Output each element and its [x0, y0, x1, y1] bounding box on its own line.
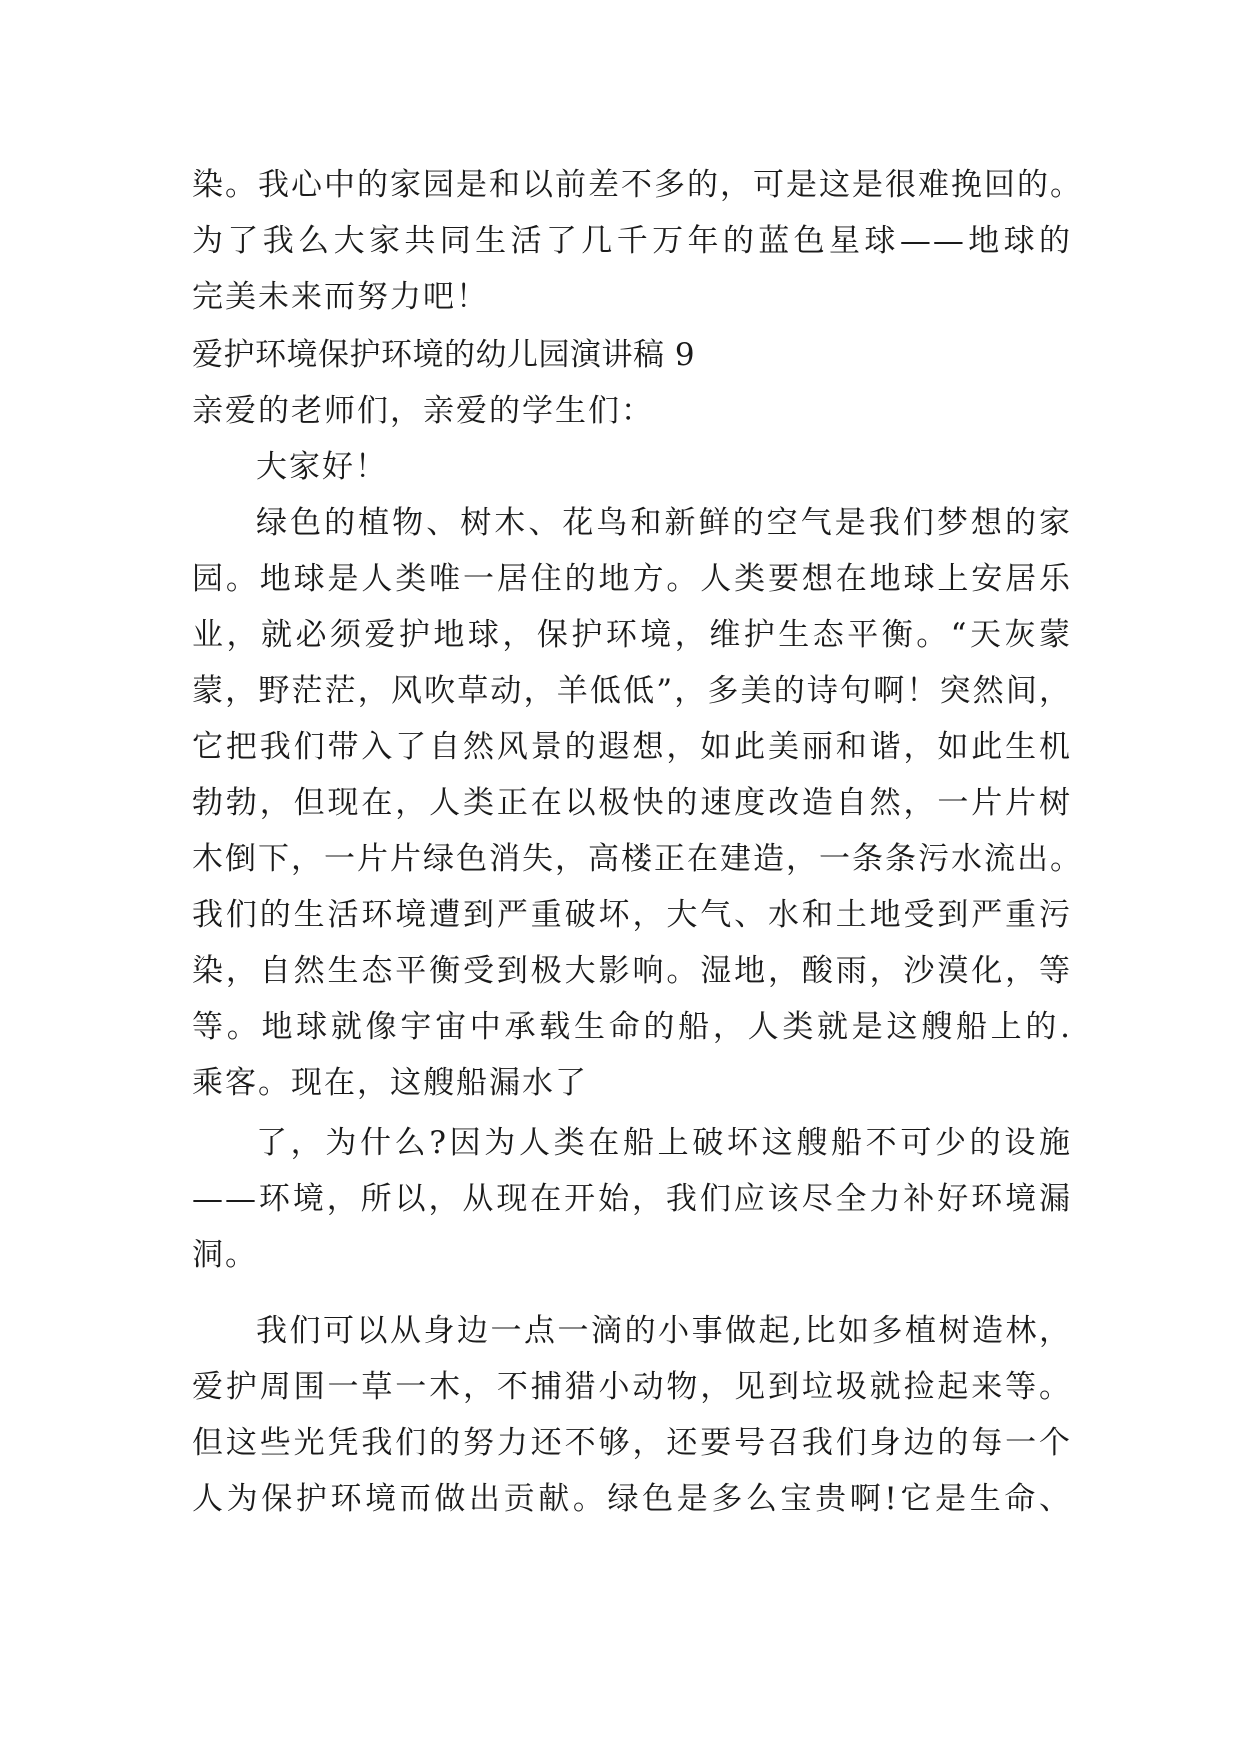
body-line: 蒙，野茫茫，风吹草动，羊低低”，多美的诗句啊！突然间， — [192, 673, 1072, 709]
body-line: 勃勃，但现在，人类正在以极快的速度改造自然，一片片树 — [192, 785, 1072, 821]
body-line: 绿色的植物、树木、花鸟和新鲜的空气是我们梦想的家 — [256, 505, 1072, 541]
body-line: 爱护周围一草一木，不捕猎小动物，见到垃圾就捡起来等。 — [192, 1369, 1072, 1405]
section-heading: 爱护环境保护环境的幼儿园演讲稿 9 — [192, 337, 696, 373]
salutation: 亲爱的老师们，亲爱的学生们： — [192, 393, 654, 429]
body-line: ——环境，所以，从现在开始，我们应该尽全力补好环境漏 — [192, 1181, 1072, 1217]
body-line: 乘客。现在，这艘船漏水了 — [192, 1065, 588, 1101]
body-line: 木倒下，一片片绿色消失，高楼正在建造，一条条污水流出。 — [192, 841, 1083, 877]
body-line: 染。我心中的家园是和以前差不多的，可是这是很难挽回的。 — [192, 167, 1083, 203]
body-line: 了，为什么?因为人类在船上破坏这艘船不可少的设施 — [256, 1125, 1072, 1161]
body-line: 我们可以从身边一点一滴的小事做起,比如多植树造林， — [256, 1313, 1072, 1349]
body-line: 它把我们带入了自然风景的遐想，如此美丽和谐，如此生机 — [192, 729, 1072, 765]
greeting: 大家好！ — [256, 449, 388, 485]
body-line: 业，就必须爱护地球，保护环境，维护生态平衡。“天灰蒙 — [192, 617, 1072, 653]
body-line: 人为保护环境而做出贡献。绿色是多么宝贵啊!它是生命、 — [192, 1481, 1072, 1517]
body-line: 但这些光凭我们的努力还不够，还要号召我们身边的每一个 — [192, 1425, 1072, 1461]
body-line: 洞。 — [192, 1237, 258, 1273]
body-line: 等。地球就像宇宙中承载生命的船，人类就是这艘船上的. — [192, 1009, 1072, 1045]
body-line: 完美未来而努力吧！ — [192, 279, 489, 315]
body-line: 园。地球是人类唯一居住的地方。人类要想在地球上安居乐 — [192, 561, 1072, 597]
body-line: 我们的生活环境遭到严重破坏，大气、水和土地受到严重污 — [192, 897, 1072, 933]
body-line: 染，自然生态平衡受到极大影响。湿地，酸雨，沙漠化，等 — [192, 953, 1072, 989]
body-line: 为了我么大家共同生活了几千万年的蓝色星球——地球的 — [192, 223, 1072, 259]
